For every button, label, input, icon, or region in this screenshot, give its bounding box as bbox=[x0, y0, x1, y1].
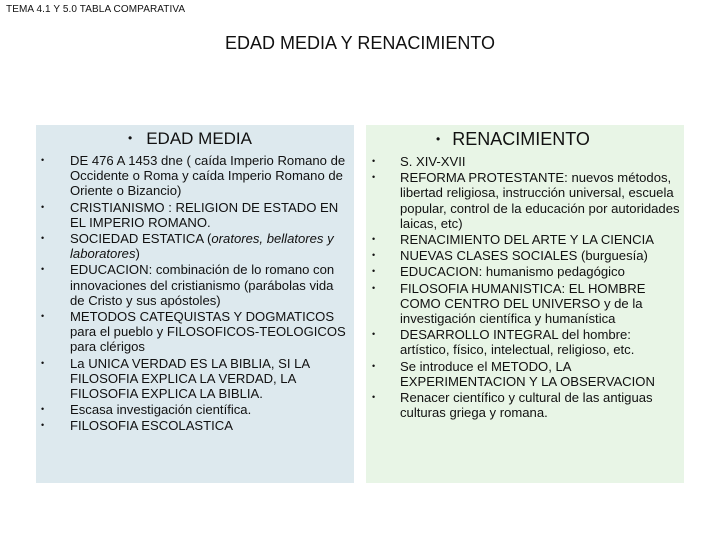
list-item bbox=[366, 248, 684, 263]
list-item-text: FILOSOFIA HUMANISTICA: EL HOMBRE COMO CENTRO DEL UNIVERSO y de la investigación científica y humanística bbox=[400, 280, 646, 327]
list-item-text: REFORMA PROTESTANTE: nuevos métodos, libertad religiosa, instrucción universal, escuela popular, control de la educación por autoridades laicas, etc) bbox=[400, 170, 680, 231]
list-item-text: EDUCACION: combinación de lo romano con innovaciones del cristianismo (parábolas vida de Cristo y sus apóstoles) bbox=[70, 262, 335, 308]
edad-media-heading-text: EDAD MEDIA bbox=[146, 129, 252, 148]
list-item-text: EDUCACION: humanismo pedagógico bbox=[400, 264, 625, 280]
list-item-text: DE 476 A 1453 dne ( caída Imperio Romano de Occidente o Roma y caída Imperio Romano de Oriente o Bizancio) bbox=[70, 153, 346, 199]
list-item-text: SOCIEDAD ESTATICA ( bbox=[70, 231, 212, 247]
list-item-text: METODOS CATEQUISTAS Y DOGMATICOS para el pueblo y FILOSOFICOS-TEOLOGICOS para clérigos bbox=[70, 309, 346, 355]
bullet-icon: • bbox=[436, 132, 441, 146]
list-item bbox=[366, 359, 684, 389]
bullet-icon: • bbox=[372, 360, 376, 371]
bullet-icon: • bbox=[41, 420, 45, 431]
list-item-text: RENACIMIENTO DEL ARTE Y LA CIENCIA bbox=[400, 232, 654, 248]
list-item-text: S. XIV-XVII bbox=[400, 154, 466, 169]
bullet-icon: • bbox=[372, 282, 376, 293]
bullet-icon: • bbox=[372, 172, 376, 183]
edad-media-list bbox=[36, 153, 354, 435]
bullet-icon: • bbox=[41, 264, 45, 275]
list-item-text: FILOSOFIA ESCOLASTICA bbox=[70, 418, 233, 434]
edad-media-heading bbox=[128, 129, 252, 149]
list-item-text: DESARROLLO INTEGRAL del hombre: artístico, físico, intelectual, religioso, etc. bbox=[400, 327, 635, 358]
list-item bbox=[366, 281, 684, 327]
list-item bbox=[366, 170, 684, 231]
list-item bbox=[366, 390, 684, 420]
bullet-icon: • bbox=[372, 392, 376, 403]
list-item bbox=[36, 200, 354, 230]
bullet-icon: • bbox=[41, 233, 45, 244]
bullet-icon: • bbox=[372, 329, 376, 340]
renacimiento-heading-text: RENACIMIENTO bbox=[452, 129, 590, 149]
list-item-text-close: ) bbox=[135, 246, 140, 262]
list-item bbox=[36, 402, 354, 417]
list-item-text: La UNICA VERDAD ES LA BIBLIA, SI LA FILOSOFIA EXPLICA LA VERDAD, LA FILOSOFIA EXPLICA LA BIBLIA. bbox=[70, 355, 310, 402]
list-item-text: Escasa investigación científica. bbox=[70, 402, 252, 418]
list-item bbox=[36, 153, 354, 199]
list-item-text: CRISTIANISMO : RELIGION DE ESTADO EN EL IMPERIO ROMANO. bbox=[70, 199, 339, 230]
list-item-text: NUEVAS CLASES SOCIALES (burguesía) bbox=[400, 248, 648, 264]
bullet-icon: • bbox=[372, 250, 376, 261]
bullet-icon: • bbox=[41, 404, 45, 415]
renacimiento-heading bbox=[436, 129, 590, 150]
list-item-italic-text: oratores, bellatores y laboratores bbox=[70, 231, 334, 262]
list-item bbox=[366, 264, 684, 279]
edad-media-panel bbox=[36, 125, 354, 483]
slide-top-label: TEMA 4.1 Y 5.0 TABLA COMPARATIVA bbox=[6, 4, 186, 15]
list-item bbox=[36, 309, 354, 355]
bullet-icon: • bbox=[372, 156, 376, 166]
list-item bbox=[366, 232, 684, 247]
bullet-icon: • bbox=[41, 201, 45, 212]
list-item bbox=[366, 327, 684, 357]
list-item bbox=[36, 231, 354, 261]
renacimiento-list bbox=[366, 154, 684, 421]
bullet-icon: • bbox=[41, 311, 45, 322]
bullet-icon: • bbox=[41, 155, 45, 165]
bullet-icon: • bbox=[128, 131, 133, 145]
bullet-icon: • bbox=[372, 266, 376, 277]
list-item-text: Se introduce el METODO, LA EXPERIMENTACION Y LA OBSERVACION bbox=[400, 358, 655, 389]
bullet-icon: • bbox=[372, 234, 376, 245]
list-item bbox=[36, 418, 354, 433]
renacimiento-panel bbox=[366, 125, 684, 483]
list-item bbox=[366, 154, 684, 169]
list-item-text: Renacer científico y cultural de las antiguas culturas griega y romana. bbox=[400, 390, 653, 421]
bullet-icon: • bbox=[41, 357, 45, 368]
list-item bbox=[36, 262, 354, 308]
list-item bbox=[36, 356, 354, 402]
slide-title: EDAD MEDIA Y RENACIMIENTO bbox=[224, 33, 496, 53]
